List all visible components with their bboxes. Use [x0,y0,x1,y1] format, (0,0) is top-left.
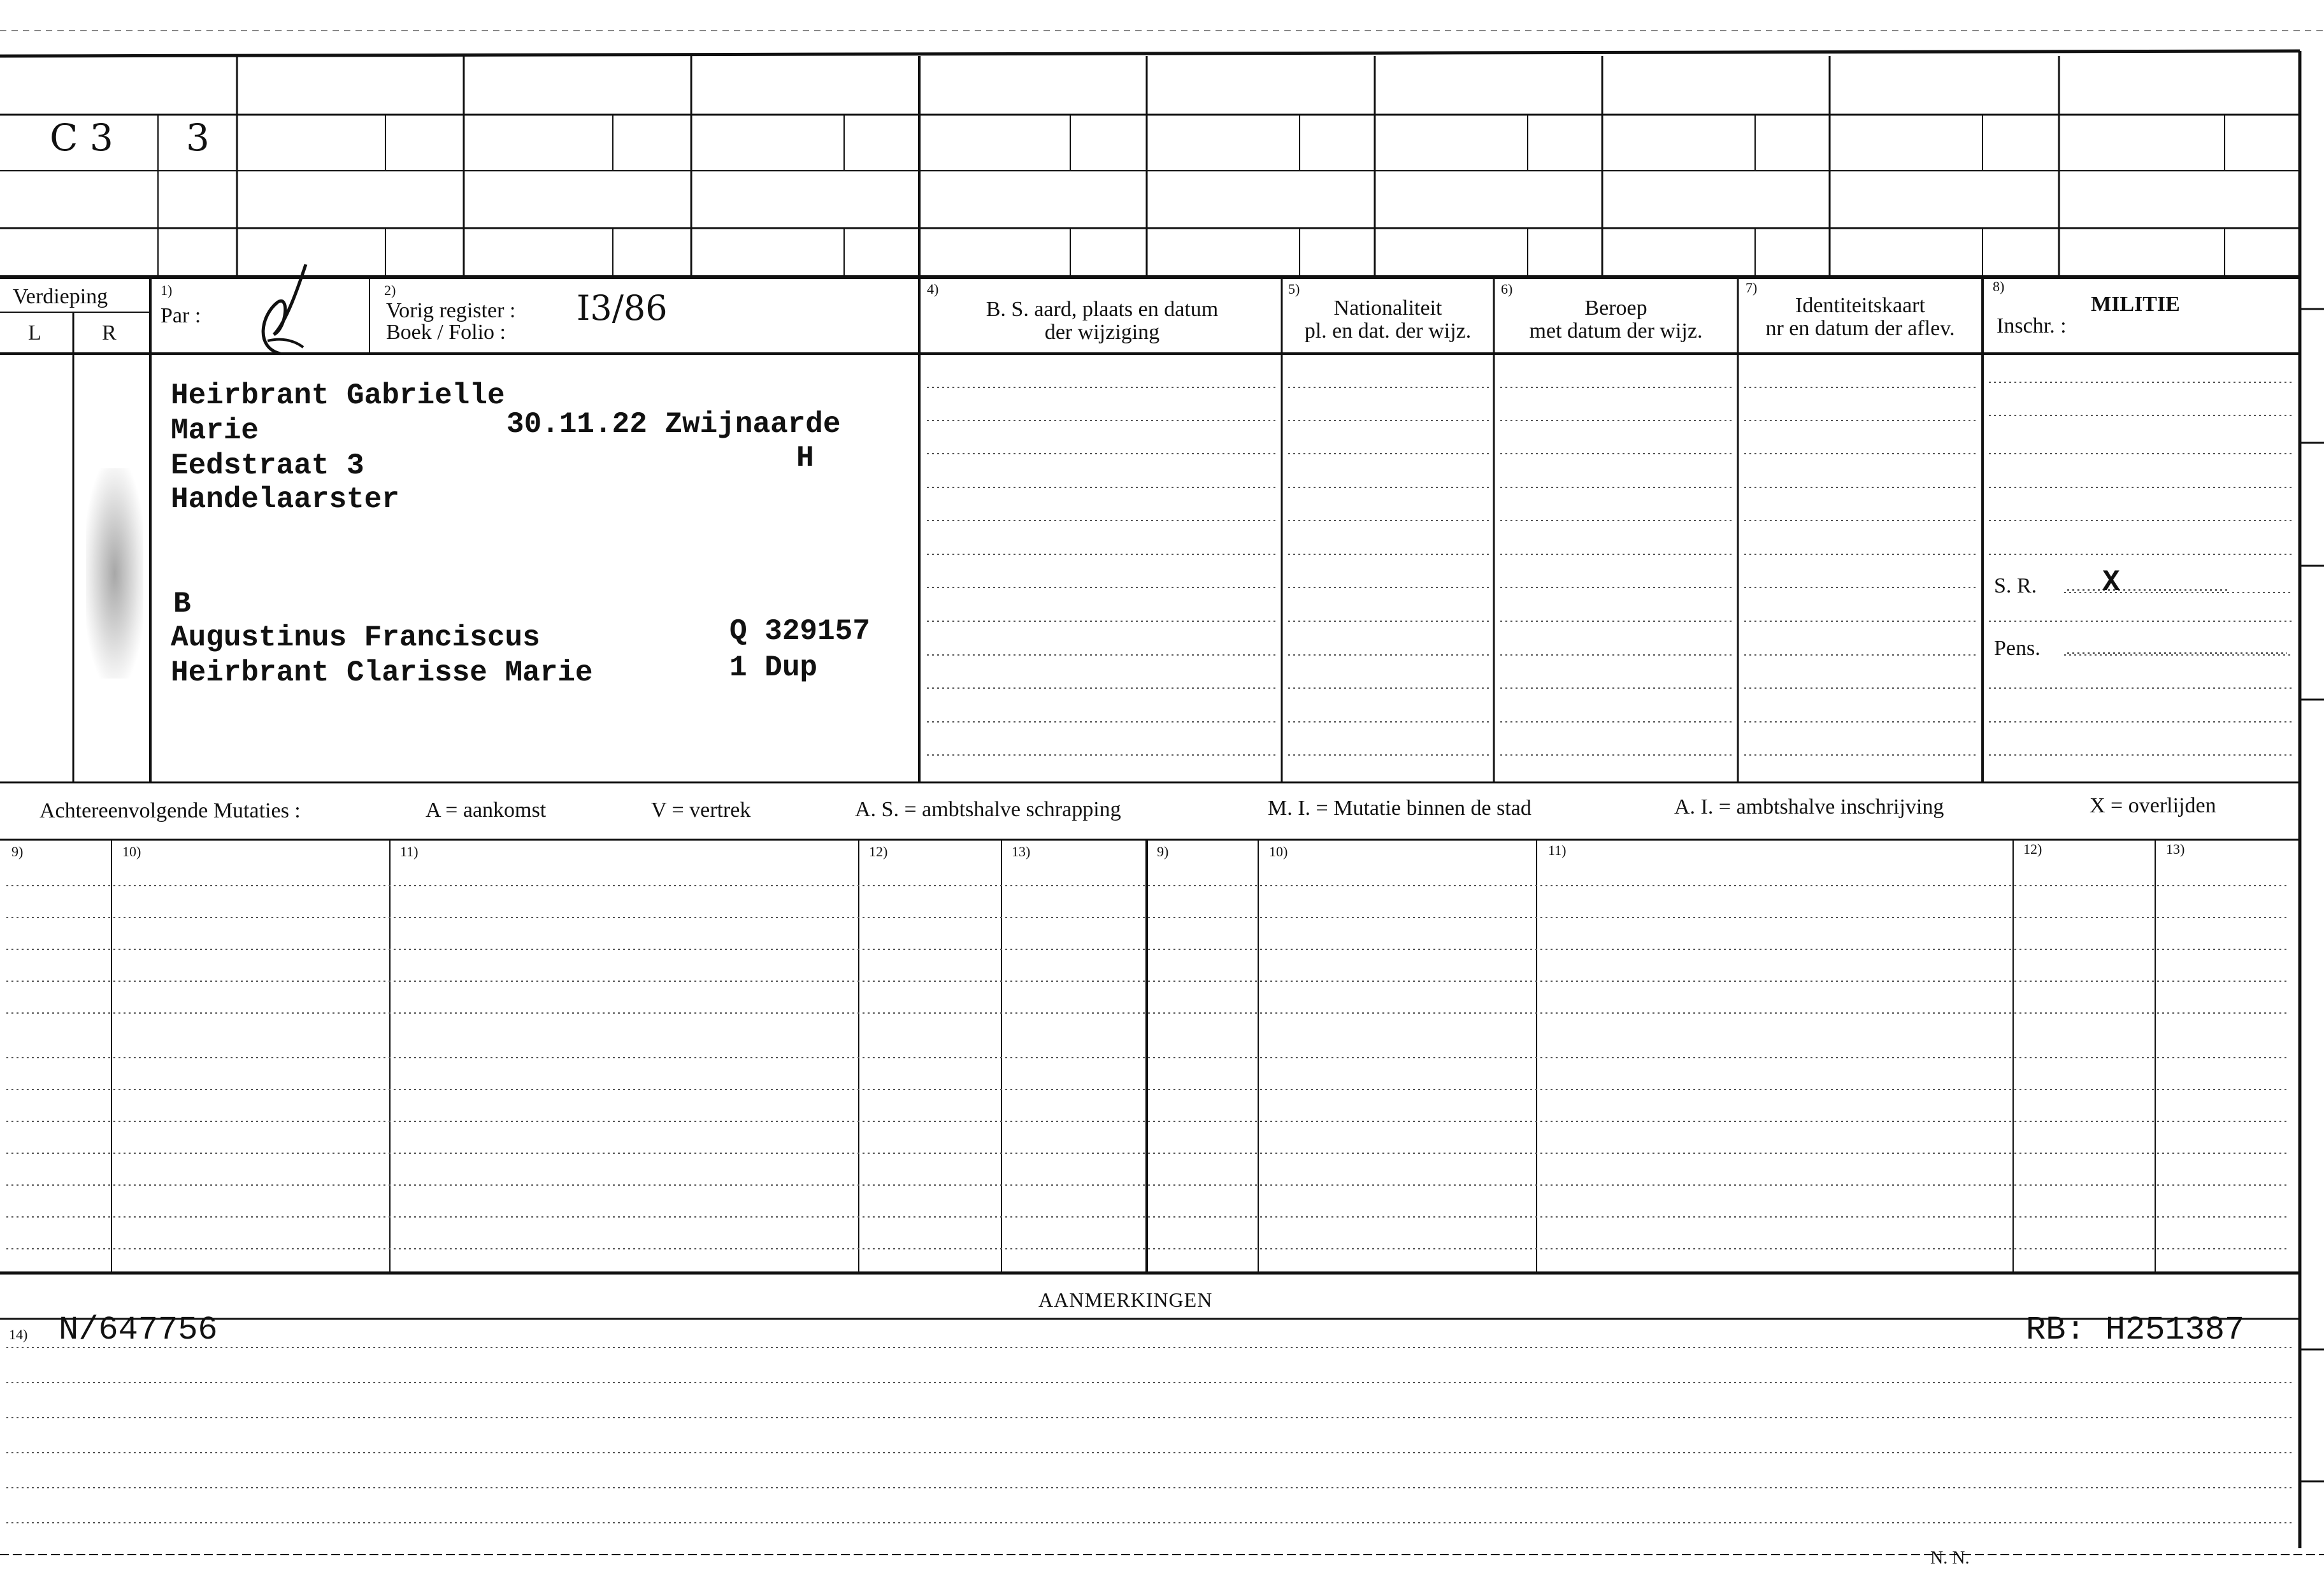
mut-right-col-10: 10) [1269,844,1288,859]
legend-ambtshalve-inschrijving: A. I. = ambtshalve inschrijving [1674,795,1944,819]
par-num: 1) [161,282,173,298]
mut-right-col-9: 9) [1157,844,1169,859]
verdieping-label: Verdieping [13,285,108,308]
col6-num: 6) [1501,281,1513,297]
col-l-label: L [28,321,41,345]
person-mark: H [796,442,814,475]
col-r-label: R [102,321,117,345]
boek-folio-label: Boek / Folio : [386,320,506,344]
ink-smudge [86,468,143,679]
vorig-register-label: Vorig register : [386,299,516,322]
top-grid-cell-1: C 3 [50,116,113,159]
legend-vertrek: V = vertrek [651,798,751,822]
mut-right-col-12: 12) [2023,841,2042,857]
handwritten-paraph-mark [242,258,319,360]
id-number: Q 329157 [729,615,870,648]
sr-value: X [2102,566,2120,599]
top-grid-cell-2: 3 [186,116,210,159]
mut-left-col-13: 13) [1012,844,1031,859]
col8-num: 8) [1993,278,2005,294]
pens-label: Pens. [1994,636,2041,660]
mut-left-col-10: 10) [122,844,141,859]
remarks-rb: RB: H251387 [2026,1311,2245,1349]
vorig-num: 2) [384,282,396,298]
col6-line2: met datum der wijz. [1529,319,1703,343]
col7-line1: Identiteitskaart [1795,294,1925,317]
col5-line2: pl. en dat. der wijz. [1304,319,1472,343]
aanmerkingen-title: AANMERKINGEN [1038,1288,1213,1311]
mutations-legend-title: Achtereenvolgende Mutaties : [39,799,301,823]
spouse-code: B [173,587,191,621]
col5-num: 5) [1288,281,1300,297]
person-birth: 30.11.22 Zwijnaarde [506,408,841,441]
mut-right-col-13: 13) [2166,841,2185,857]
legend-mutatie-binnen-stad: M. I. = Mutatie binnen de stad [1268,796,1531,820]
sr-label: S. R. [1994,574,2037,598]
inschr-label: Inschr. : [1997,314,2067,338]
mut-left-col-12: 12) [869,844,888,859]
spouse-line-1: Augustinus Franciscus [171,621,540,654]
remarks-value: N/647756 [59,1311,218,1349]
mut-left-col-11: 11) [400,844,419,859]
col4-num: 4) [927,281,939,297]
col7-line2: nr en datum der aflev. [1765,317,1955,340]
mut-right-col-11: 11) [1548,842,1567,858]
legend-aankomst: A = aankomst [426,798,547,822]
person-line-1: Heirbrant Gabrielle [171,379,505,412]
col4-line2: der wijziging [1044,320,1160,344]
col6-line1: Beroep [1584,296,1647,320]
col5-line1: Nationaliteit [1333,296,1442,320]
person-line-4: Handelaarster [171,483,399,516]
footer-nn: N. N. [1930,1548,1970,1568]
col4-line1: B. S. aard, plaats en datum [986,298,1219,321]
person-line-3: Eedstraat 3 [171,449,364,482]
id-dup: 1 Dup [729,651,818,684]
legend-ambtshalve-schrapping: A. S. = ambtshalve schrapping [855,798,1121,821]
col7-num: 7) [1746,280,1758,296]
militie-title: MILITIE [2091,292,2180,316]
mut-left-col-9: 9) [11,844,24,859]
legend-overlijden: X = overlijden [2090,794,2216,817]
spouse-line-2: Heirbrant Clarisse Marie [171,656,593,689]
remarks-num: 14) [9,1327,28,1342]
person-line-2: Marie [171,414,259,447]
vorig-register-value: I3/86 [577,288,668,328]
par-label: Par : [161,304,201,327]
